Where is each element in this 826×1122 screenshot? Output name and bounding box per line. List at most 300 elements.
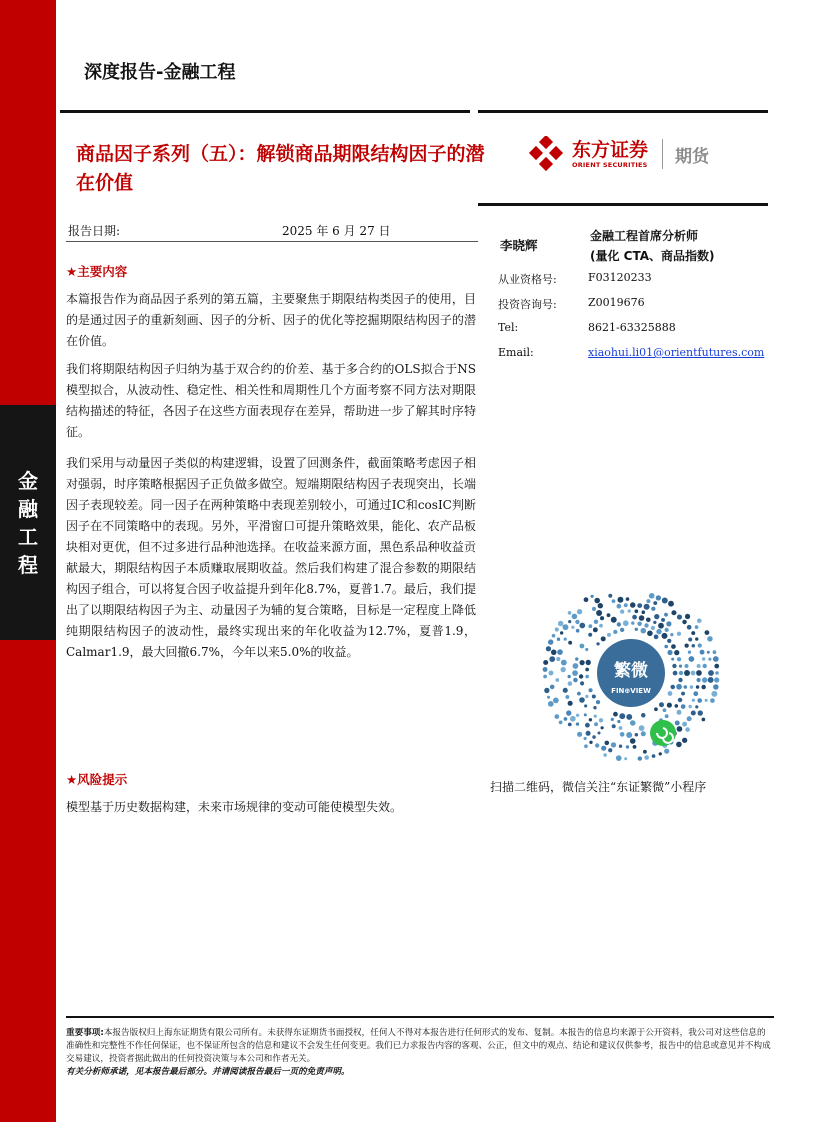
- qr-dot: [594, 722, 598, 726]
- qr-dot: [576, 714, 579, 717]
- qr-dot: [617, 720, 620, 723]
- qr-dot: [589, 718, 592, 721]
- qr-dot: [652, 754, 656, 758]
- qr-dot: [592, 735, 596, 739]
- qr-dot: [564, 638, 567, 641]
- qr-dot: [646, 618, 651, 623]
- field-value: Z0019676: [588, 296, 645, 309]
- qr-dot: [690, 685, 694, 689]
- qr-dot: [593, 706, 596, 709]
- summary-paragraph-2: 我们将期限结构因子归纳为基于双合约的价差、基于多合约的OLS拟合于NS模型拟合，从波动性、稳定性、相关性和周期性几个方面考察不同方法对期限结构描述的特征，各因子在这些方面表现存在差异，帮助进一步了解其时序特征。: [66, 362, 476, 439]
- qr-dot: [672, 664, 676, 668]
- qr-dot: [572, 614, 578, 620]
- qr-dot: [570, 716, 576, 722]
- qr-dot: [568, 620, 571, 623]
- qr-dot: [707, 636, 713, 642]
- qr-dot: [628, 609, 631, 612]
- qr-dot: [557, 649, 563, 655]
- qr-dot: [708, 670, 714, 676]
- qr-dot: [571, 626, 574, 629]
- qr-dot: [585, 668, 589, 672]
- qr-dot: [705, 630, 710, 635]
- qr-dot: [612, 724, 616, 728]
- qr-dot: [548, 639, 553, 644]
- qr-dot: [691, 671, 696, 676]
- qr-dot: [611, 617, 617, 623]
- qr-dot: [677, 726, 683, 732]
- report-date-row: [66, 215, 478, 242]
- report-title: 商品因子系列（五）：解锁商品期限结构因子的潜在价值: [76, 143, 485, 194]
- qr-dot: [600, 616, 604, 620]
- qr-dot: [559, 721, 563, 725]
- report-date-label: 报告日期:: [68, 224, 121, 238]
- qr-dot: [620, 628, 624, 632]
- qr-dot: [695, 705, 698, 708]
- qr-dot: [676, 684, 682, 690]
- qr-dot: [568, 723, 572, 727]
- qr-dot: [595, 743, 599, 747]
- side-tab-char: 融: [18, 496, 38, 521]
- qr-dot: [676, 742, 682, 748]
- qr-dot: [593, 627, 598, 632]
- qr-dot: [576, 722, 579, 725]
- qr-dot: [575, 657, 578, 660]
- qr-dot: [555, 627, 559, 631]
- qr-dot: [544, 688, 549, 693]
- qr-dot: [670, 633, 673, 636]
- summary-paragraph-3: 我们采用与动量因子类似的构建逻辑，设置了回测条件，截面策略考虑因子相对强弱，时序策略根据因子正负做多做空。短端期限结构因子表现突出，长端因子表现较差。同一因子在两种策略中表现差别较小，可通过IC和cosIC判断因子在不同策略中的表现。另外，平滑窗口可提升策略效果，能化、农产品板块相对更优，但不过多进行品种池选择。在收益来源方面，黑色系品种收益贡献最大，期限结构因子本质赚取展期收益。然后我们构建了混合参数的期限结构因子组合，可以将复合因子收益提升到年化8.7%，夏普1.7。最后，我们提出了以期限结构因子为主、动量因子为辅的复合策略，目标是一定程度上降低纯期限结构因子的波动性，最终实现出来的年化收益为12.7%，夏普1.9，Calmar1.9，最大回撤6.7%，今年以来5.0%的收益。: [66, 456, 476, 659]
- qr-dot: [682, 620, 687, 625]
- qr-dot: [549, 656, 555, 662]
- qr-dot: [696, 670, 702, 676]
- qr-dot: [611, 742, 616, 747]
- qr-dot: [685, 644, 689, 648]
- qr-dot: [685, 614, 690, 619]
- qr-dot: [665, 628, 669, 632]
- qr-dot: [677, 710, 682, 715]
- qr-dot: [649, 593, 655, 599]
- qr-dot: [654, 635, 659, 640]
- qr-dot: [641, 731, 646, 736]
- qr-dot: [697, 678, 701, 682]
- qr-dot: [651, 607, 655, 611]
- qr-dot: [601, 726, 604, 729]
- qr-dot: [682, 722, 687, 727]
- qr-dot: [607, 633, 611, 637]
- qr-dot: [557, 638, 560, 641]
- qr-dot: [623, 620, 629, 626]
- qr-dot: [612, 599, 616, 603]
- qr-dot: [603, 753, 607, 757]
- qr-dot: [703, 664, 707, 668]
- qr-dot: [678, 698, 683, 703]
- qr-code-graphic: [511, 593, 751, 771]
- qr-dot: [682, 738, 687, 743]
- qr-dot: [710, 698, 715, 703]
- qr-dot: [659, 752, 662, 755]
- qr-dot: [546, 646, 551, 651]
- qr-dot: [572, 670, 578, 676]
- logo-divider: [662, 139, 663, 169]
- qr-dot: [654, 707, 658, 711]
- qr-dot: [664, 645, 668, 649]
- qr-dot: [599, 624, 603, 628]
- doc-type-label: 深度报告-金融工程: [84, 62, 236, 83]
- company-logo: [528, 136, 709, 172]
- qr-dot: [667, 703, 672, 708]
- qr-dot: [685, 727, 690, 732]
- qr-dot: [594, 620, 599, 625]
- qr-dot: [592, 607, 596, 611]
- qr-dot: [705, 699, 708, 702]
- qr-dot: [596, 700, 600, 704]
- qr-dot: [658, 623, 664, 629]
- qr-dot: [715, 671, 719, 675]
- qr-dot: [568, 675, 571, 678]
- qr-dot: [642, 610, 646, 614]
- analyst-rule: [478, 203, 768, 206]
- qr-dot: [665, 714, 669, 718]
- qr-dot: [687, 716, 692, 721]
- qr-dot: [565, 695, 569, 699]
- qr-dot: [577, 732, 582, 737]
- qr-dot: [653, 621, 656, 624]
- qr-dot: [586, 731, 591, 736]
- qr-dot: [668, 601, 674, 607]
- qr-dot: [560, 631, 563, 634]
- qr-dot: [573, 678, 578, 683]
- qr-dot: [633, 745, 637, 749]
- qr-dot: [656, 595, 661, 600]
- qr-dot: [585, 675, 589, 679]
- qr-dot: [592, 695, 596, 699]
- qr-dot: [547, 696, 550, 699]
- qr-dot: [639, 615, 645, 621]
- qr-dot: [598, 732, 601, 735]
- qr-dot: [646, 599, 650, 603]
- qr-dot: [702, 718, 706, 722]
- qr-dot: [674, 650, 679, 655]
- qr-dot: [708, 677, 714, 683]
- qr-dot: [689, 656, 695, 662]
- field-label: 投资咨询号:: [498, 298, 557, 311]
- qr-dot: [641, 628, 647, 634]
- qr-dot: [671, 644, 676, 649]
- qr-dot: [585, 648, 588, 651]
- side-tab-char: 金: [18, 468, 38, 493]
- qr-dot: [585, 723, 590, 728]
- qr-dot: [714, 677, 719, 682]
- field-label: Tel:: [498, 321, 519, 334]
- qr-dot: [543, 667, 548, 672]
- qr-dot: [632, 615, 637, 620]
- analyst-name: 李晓辉: [500, 238, 538, 253]
- qr-dot: [568, 611, 572, 615]
- qr-dot: [605, 741, 610, 746]
- qr-dot: [624, 603, 628, 607]
- qr-dot: [637, 603, 642, 608]
- qr-dot: [608, 594, 612, 598]
- qr-caption: 扫描二维码，微信关注“东证繁微”小程序: [490, 780, 707, 794]
- qr-dot: [568, 681, 573, 686]
- qr-dot: [552, 634, 556, 638]
- qr-dot: [626, 714, 632, 720]
- qr-dot: [664, 749, 669, 754]
- qr-dot: [638, 756, 642, 760]
- qr-dot: [637, 622, 642, 627]
- qr-dot: [568, 641, 572, 645]
- qr-dot: [684, 670, 690, 676]
- qr-dot: [661, 618, 665, 622]
- qr-dot: [696, 685, 700, 689]
- qr-dot: [663, 708, 667, 712]
- qr-dot: [698, 643, 702, 647]
- risk-heading: ★风险提示: [66, 772, 128, 787]
- qr-dot: [613, 712, 618, 717]
- qr-dot: [688, 638, 692, 642]
- notice-label: 重要事项:: [66, 1028, 104, 1038]
- qr-dot: [556, 657, 560, 661]
- qr-dot: [630, 602, 636, 608]
- qr-dot: [707, 651, 710, 654]
- qr-dot: [619, 713, 625, 719]
- qr-dot: [550, 685, 555, 690]
- qr-dot: [692, 644, 696, 648]
- qr-dot: [656, 629, 661, 634]
- qr-dot: [687, 625, 692, 630]
- qr-dot: [702, 677, 708, 683]
- qr-center-text: 繁微: [614, 661, 648, 681]
- qr-dot: [675, 704, 679, 708]
- qr-dot: [673, 671, 678, 676]
- summary-heading: ★主要内容: [66, 264, 128, 279]
- qr-dot: [555, 714, 560, 719]
- qr-dot: [563, 624, 569, 630]
- qr-dot: [553, 698, 559, 704]
- qr-dot: [596, 642, 599, 645]
- qr-dot: [588, 633, 592, 637]
- qr-dot: [584, 713, 587, 716]
- qr-dot: [551, 650, 557, 656]
- qr-dot: [695, 637, 698, 640]
- qr-dot: [693, 691, 698, 696]
- qr-dot: [653, 601, 657, 605]
- qr-dot: [617, 604, 622, 609]
- qr-dot: [626, 732, 632, 738]
- qr-dot: [624, 757, 627, 760]
- qr-dot: [671, 658, 674, 661]
- qr-dot: [558, 621, 564, 627]
- qr-dot: [684, 685, 688, 689]
- field-label: Email:: [498, 346, 534, 359]
- qr-dot: [668, 691, 673, 696]
- qr-dot: [689, 705, 692, 708]
- qr-dot: [594, 598, 600, 604]
- qr-dot: [713, 656, 719, 662]
- footer-disclaimer: [66, 1016, 774, 1079]
- qr-dot: [594, 715, 597, 718]
- qr-dot: [616, 755, 622, 761]
- qr-dot: [679, 665, 682, 668]
- qr-dot: [714, 664, 719, 669]
- qr-dot: [711, 691, 717, 697]
- qr-center-en: FIN⊕VIEW: [611, 687, 651, 695]
- qr-dot: [619, 726, 623, 730]
- qr-dot: [677, 615, 682, 620]
- qr-dot: [620, 610, 624, 614]
- qr-dot: [667, 650, 672, 655]
- qr-dot: [644, 604, 650, 610]
- qr-dot: [644, 623, 648, 627]
- qr-dot: [631, 621, 634, 624]
- qr-dot: [635, 733, 639, 737]
- qr-dot: [620, 732, 625, 737]
- qr-dot: [688, 651, 691, 654]
- qr-dot: [598, 603, 603, 608]
- qr-dot: [589, 688, 593, 692]
- qr-dot: [697, 698, 702, 703]
- qr-dot: [584, 597, 589, 602]
- qr-dot: [555, 678, 559, 682]
- qr-dot: [577, 609, 582, 614]
- qr-dot: [635, 609, 639, 613]
- qr-dot: [700, 650, 705, 655]
- qr-dot: [601, 636, 606, 641]
- qr-dot: [599, 718, 603, 722]
- qr-dot: [619, 745, 622, 748]
- side-tab-char: 程: [18, 552, 38, 577]
- qr-dot: [566, 710, 571, 715]
- qr-dot: [647, 631, 653, 637]
- qr-dot: [643, 750, 647, 754]
- qr-dot: [561, 660, 567, 666]
- qr-dot: [697, 619, 702, 624]
- qr-dot: [692, 699, 695, 702]
- qr-dot: [697, 664, 701, 668]
- qr-dot: [580, 660, 585, 665]
- qr-dot: [577, 692, 581, 696]
- header-rule-left: [60, 110, 470, 113]
- qr-dot: [564, 717, 568, 721]
- qr-dot: [626, 597, 630, 601]
- qr-dot: [607, 613, 611, 617]
- qr-dot: [695, 625, 699, 629]
- qr-dot: [589, 741, 592, 744]
- qr-dot: [548, 701, 554, 707]
- qr-dot: [543, 660, 548, 665]
- header-rule-right: [478, 110, 768, 113]
- qr-dot: [677, 657, 681, 661]
- qr-dot: [543, 675, 547, 679]
- qr-dot: [671, 685, 676, 690]
- qr-dot: [664, 613, 668, 617]
- qr-dot: [691, 711, 696, 716]
- qr-dot: [584, 737, 587, 740]
- qr-dot: [659, 702, 664, 707]
- logo-division: 期货: [675, 146, 710, 167]
- qr-dot: [613, 630, 617, 634]
- analyst-title-line2: (量化 CTA、商品指数): [590, 249, 715, 263]
- analyst-title-line1: 金融工程首席分析师: [590, 229, 699, 243]
- qr-dot: [677, 632, 681, 636]
- qr-dot: [549, 671, 554, 676]
- qr-dot: [617, 622, 621, 626]
- logo-name-en: ORIENT SECURITIES: [572, 161, 648, 169]
- field-label: 从业资格号:: [498, 273, 557, 286]
- qr-dot: [651, 626, 655, 630]
- report-date-value: 2025 年 6 月 27 日: [282, 224, 391, 238]
- qr-dot: [588, 624, 592, 628]
- side-tab-financial-engineering: [0, 405, 56, 640]
- qr-dot: [563, 688, 568, 693]
- qr-dot: [591, 595, 594, 598]
- field-value: 8621-63325888: [588, 321, 676, 334]
- qr-dot: [630, 720, 636, 726]
- summary-paragraph-1: 本篇报告作为商品因子系列的第五篇，主要聚焦于期限结构类因子的使用，目的是通过因子的重新刻画、因子的分析、因子的优化等挖掘期限结构因子的潜在价值。: [66, 292, 476, 348]
- qr-dot: [575, 620, 579, 624]
- side-tab-char: 工: [18, 524, 38, 549]
- qr-dot: [584, 704, 587, 707]
- qr-dot: [568, 701, 573, 706]
- qr-dot: [586, 660, 591, 665]
- qr-dot: [679, 671, 683, 675]
- qr-dot: [662, 633, 668, 639]
- qr-dot: [635, 628, 638, 631]
- qr-dot: [596, 610, 602, 616]
- field-value: F03120233: [588, 271, 652, 284]
- email-link[interactable]: xiaohui.li01@orientfutures.com: [588, 346, 765, 359]
- orient-logo-icon: [528, 136, 566, 172]
- qr-dot: [576, 629, 580, 633]
- qr-dot: [691, 631, 695, 635]
- qr-dot: [618, 597, 624, 603]
- qr-dot: [580, 644, 585, 649]
- qr-dot: [641, 713, 646, 718]
- qr-dot: [601, 746, 606, 751]
- qr-dot: [626, 745, 629, 748]
- qr-dot: [585, 695, 588, 698]
- qr-dot: [667, 639, 671, 643]
- qr-dot: [708, 658, 711, 661]
- wechat-qr-code[interactable]: [511, 593, 751, 771]
- qr-dot: [580, 681, 584, 685]
- qr-dot: [701, 685, 706, 690]
- qr-dot: [561, 667, 566, 672]
- qr-dot: [579, 697, 585, 703]
- qr-dot: [713, 650, 717, 654]
- qr-dot: [573, 663, 579, 669]
- qr-dot: [681, 692, 685, 696]
- qr-dot: [662, 598, 668, 604]
- qr-dot: [681, 704, 686, 709]
- logo-name-cn: 东方证券: [572, 139, 649, 161]
- qr-dot: [611, 718, 614, 721]
- qr-dot: [671, 610, 676, 615]
- qr-dot: [713, 684, 719, 690]
- qr-dot: [630, 738, 636, 744]
- qr-dot: [579, 674, 583, 678]
- qr-dot: [685, 664, 689, 668]
- qr-dot: [702, 657, 706, 661]
- risk-text: 模型基于历史数据构建，未来市场规律的变动可能使模型失效。: [66, 800, 403, 814]
- qr-dot: [678, 678, 682, 682]
- qr-dot: [698, 710, 703, 715]
- footer-final-line: 有关分析师承诺，见本报告最后部分。并请阅读报告最后一页的免责声明。: [66, 1067, 350, 1077]
- qr-dot: [654, 614, 659, 619]
- qr-dot: [675, 721, 680, 726]
- notice-text: 本报告版权归上海东证期货有限公司所有。未获得东证期货书面授权，任何人不得对本报告进行任何形式的发布、复制。本报告的信息均来源于公开资料，我公司对这些信息的准确性和完整性不作任何保证，也不保证所包含的信息和建议不会发生任何变更。我们已力求报告内容的客观、公正，但文中的观点、结论和建议仅供参考，报告中的信息或意见并不构成交易建议，投资者据此做出的任何投资决策与本公司和作者无关。: [66, 1028, 771, 1064]
- analyst-title: [590, 226, 715, 266]
